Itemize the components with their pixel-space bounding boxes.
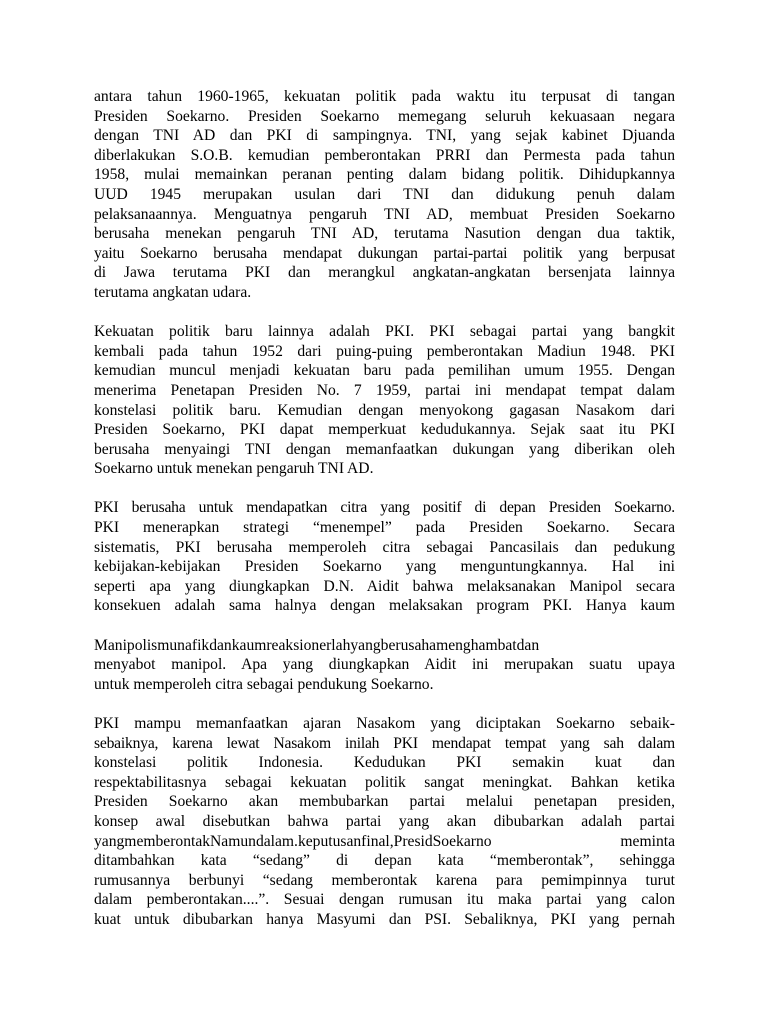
text-line: berusaha menekan pengaruh TNI AD, terutama Nasution dengan dua taktik, [94,225,675,243]
text-line: dalam pemberontakan....”. Sesuai dengan rumusan itu maka partai yang calon [94,891,675,909]
text-line: terutama angkatan udara. [94,283,252,301]
text-line: Presiden Soekarno. Presiden Soekarno memegang seluruh kekuasaan negara [94,107,675,125]
paragraph-5 [94,714,675,930]
text-line: rumusannya berbunyi “sedang memberontak karena para pemimpinnya turut [94,871,675,889]
text-line: konsekuen adalah sama halnya dengan melaksakan program PKI. Hanya kaum [94,597,675,615]
text-line: respektabilitasnya sebagai kekuatan politik sangat meningkat. Bahkan ketika [94,773,675,791]
document-page [94,87,675,949]
text-line: yaitu Soekarno berusaha mendapat dukungan partai-partai politik yang berpusat [94,244,675,262]
text-line: sistematis, PKI berusaha memperoleh citra sebagai Pancasilais dan pedukung [94,538,675,556]
text-line: seperti apa yang diungkapkan D.N. Aidit bahwa melaksanakan Manipol secara [94,577,675,595]
paragraph-1 [94,87,675,303]
text-line: konstelasi politik baru. Kemudian dengan menyokong gagasan Nasakom dari [94,401,675,419]
text-line: menyabot manipol. Apa yang diungkapkan Aidit ini merupakan suatu upaya [94,656,675,674]
text-line: 1958, mulai memainkan peranan penting dalam bidang politik. Dihidupkannya [94,166,675,184]
text-line: ditambahkan kata “sedang” di depan kata “memberontak”, sehingga [94,852,675,870]
text-line: kebijakan-kebijakan Presiden Soekarno yang menguntungkannya. Hal ini [94,558,675,576]
text-line: Presiden Soekarno, PKI dapat memperkuat kedudukannya. Sejak saat itu PKI [94,421,675,439]
text-line: berusaha menyaingi TNI dengan memanfaatkan dukungan yang diberikan oleh [94,440,675,458]
text-line: untuk memperoleh citra sebagai pendukung Soekarno. [94,675,434,693]
text-line: sebaiknya, karena lewat Nasakom inilah PKI mendapat tempat yang sah dalam [94,734,675,752]
text-line: PKI mampu memanfaatkan ajaran Nasakom yang diciptakan Soekarno sebaik- [94,715,675,732]
text-line: kembali pada tahun 1952 dari puing-puing pemberontakan Madiun 1948. PKI [94,342,675,360]
text-line: Soekarno untuk menekan pengaruh TNI AD. [94,460,374,478]
text-line: pelaksanaannya. Menguatnya pengaruh TNI AD, membuat Presiden Soekarno [94,205,675,223]
text-line: PKI menerapkan strategi “menempel” pada Presiden Soekarno. Secara [94,519,675,537]
text-line: Manipolismunafikdankaumreaksionerlahyangberusahamenghambatdan [94,636,540,654]
text-line: Kekuatan politik baru lainnya adalah PKI. PKI sebagai partai yang bangkit [94,323,675,341]
text-line: yangmemberontakNamundalam.keputusanfinal,PresidSoekarno meminta [94,832,675,850]
text-line: di Jawa terutama PKI dan merangkul angkatan-angkatan bersenjata lainnya [94,264,675,282]
text-line: kemudian muncul menjadi kekuatan baru pada pemilihan umum 1955. Dengan [94,362,675,380]
text-line: konstelasi politik Indonesia. Kedudukan PKI semakin kuat dan [94,754,675,772]
text-line: kuat untuk dibubarkan hanya Masyumi dan PSI. Sebaliknya, PKI yang pernah [94,910,675,928]
text-line: antara tahun 1960-1965, kekuatan politik pada waktu itu terpusat di tangan [94,88,675,105]
text-line: PKI berusaha untuk mendapatkan citra yang positif di depan Presiden Soekarno. [94,499,675,517]
paragraph-3 [94,498,675,616]
text-line: konsep awal disebutkan bahwa partai yang akan dibubarkan adalah partai [94,812,675,830]
text-line: menerima Penetapan Presiden No. 7 1959, partai ini mendapat tempat dalam [94,381,675,399]
text-line: UUD 1945 merupakan usulan dari TNI dan didukung penuh dalam [94,185,675,203]
paragraph-2 [94,322,675,479]
paragraph-4 [94,636,675,695]
text-line: Presiden Soekarno akan membubarkan partai melalui penetapan presiden, [94,793,675,811]
text-line: diberlakukan S.O.B. kemudian pemberontakan PRRI dan Permesta pada tahun [94,146,675,164]
text-line: dengan TNI AD dan PKI di sampingnya. TNI, yang sejak kabinet Djuanda [94,127,675,145]
